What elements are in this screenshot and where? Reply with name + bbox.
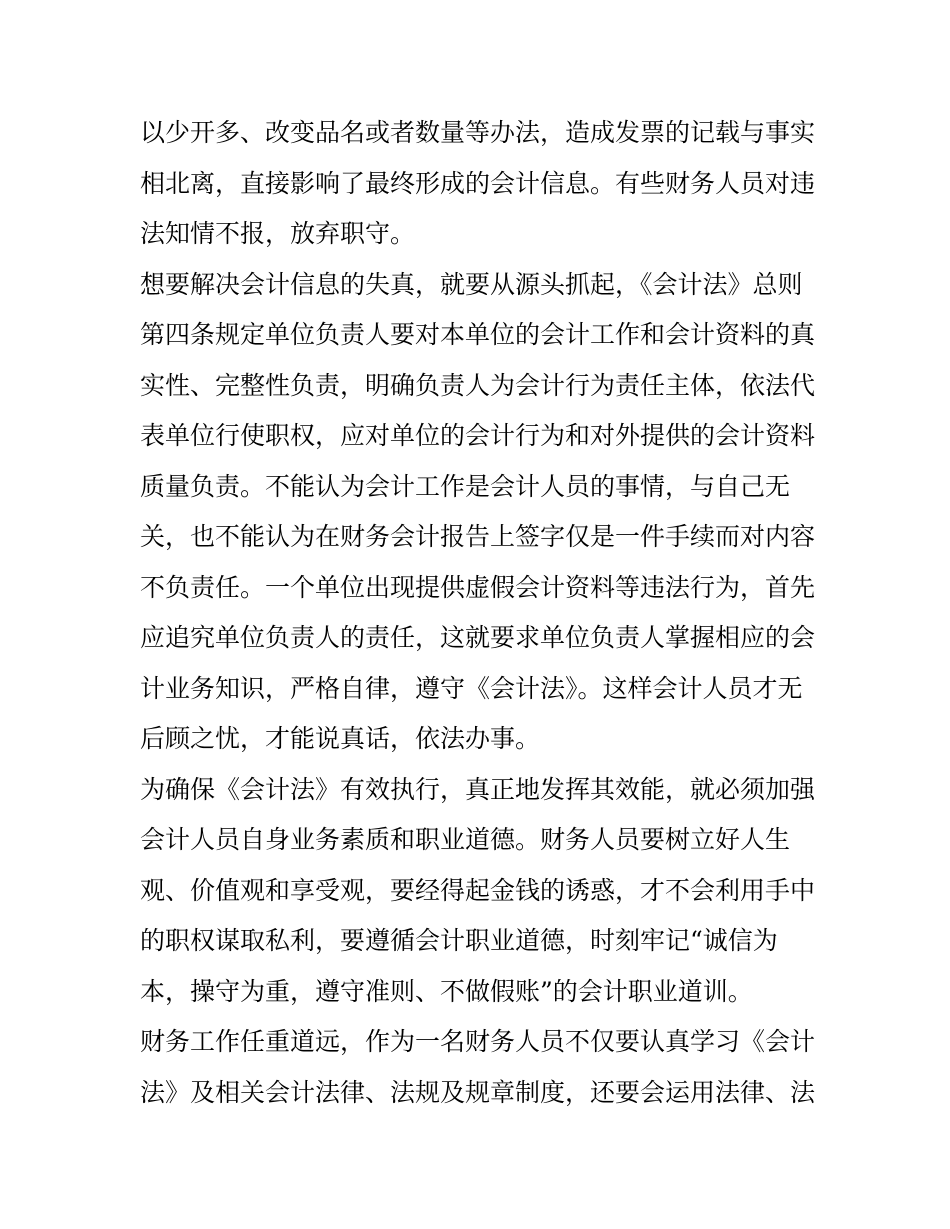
text-line: 观、价值观和享受观，要经得起金钱的诱惑，才不会利用手中	[140, 875, 816, 905]
text-line: 质量负责。不能认为会计工作是会计人员的事情，与自己无	[140, 471, 791, 501]
text-line: 法》及相关会计法律、法规及规章制度，还要会运用法律、法	[140, 1077, 816, 1107]
text-line: 计业务知识，严格自律，遵守《会计法》。这样会计人员才无	[140, 673, 803, 703]
text-line: 法知情不报，放弃职守。	[140, 219, 416, 248]
text-line: 相北离，直接影响了最终形成的会计信息。有些财务人员对违	[140, 168, 816, 198]
text-line: 应追究单位负责人的责任，这就要求单位负责人掌握相应的会	[140, 623, 816, 652]
text-line: 为确保《会计法》有效执行，真正地发挥其效能，就必须加强	[140, 774, 816, 804]
text-line: 关，也不能认为在财务会计报告上签字仅是一件手续而对内容	[140, 522, 816, 551]
text-line: 的职权谋取私利，要遵循会计职业道德，时刻牢记“诚信为	[140, 926, 778, 955]
text-line: 不负责任。一个单位出现提供虚假会计资料等违法行为，首先	[140, 572, 816, 602]
text-line: 财务工作任重道远，作为一名财务人员不仅要认真学习《会计	[140, 1027, 816, 1056]
text-line: 会计人员自身业务素质和职业道德。财务人员要树立好人生	[140, 825, 791, 854]
text-line: 本，操守为重，遵守准则、不做假账”的会计职业道训。	[140, 976, 753, 1006]
text-line: 后顾之忧，才能说真话，依法办事。	[140, 724, 541, 753]
text-line: 以少开多、改变品名或者数量等办法，造成发票的记载与事实	[140, 118, 816, 147]
body-text	[140, 108, 820, 1118]
text-line: 实性、完整性负责，明确负责人为会计行为责任主体，依法代	[140, 370, 816, 400]
text-line: 表单位行使职权，应对单位的会计行为和对外提供的会计资料	[140, 421, 816, 450]
text-line: 第四条规定单位负责人要对本单位的会计工作和会计资料的真	[140, 320, 816, 349]
text-line: 想要解决会计信息的失真，就要从源头抓起，《会计法》总则	[140, 269, 803, 299]
